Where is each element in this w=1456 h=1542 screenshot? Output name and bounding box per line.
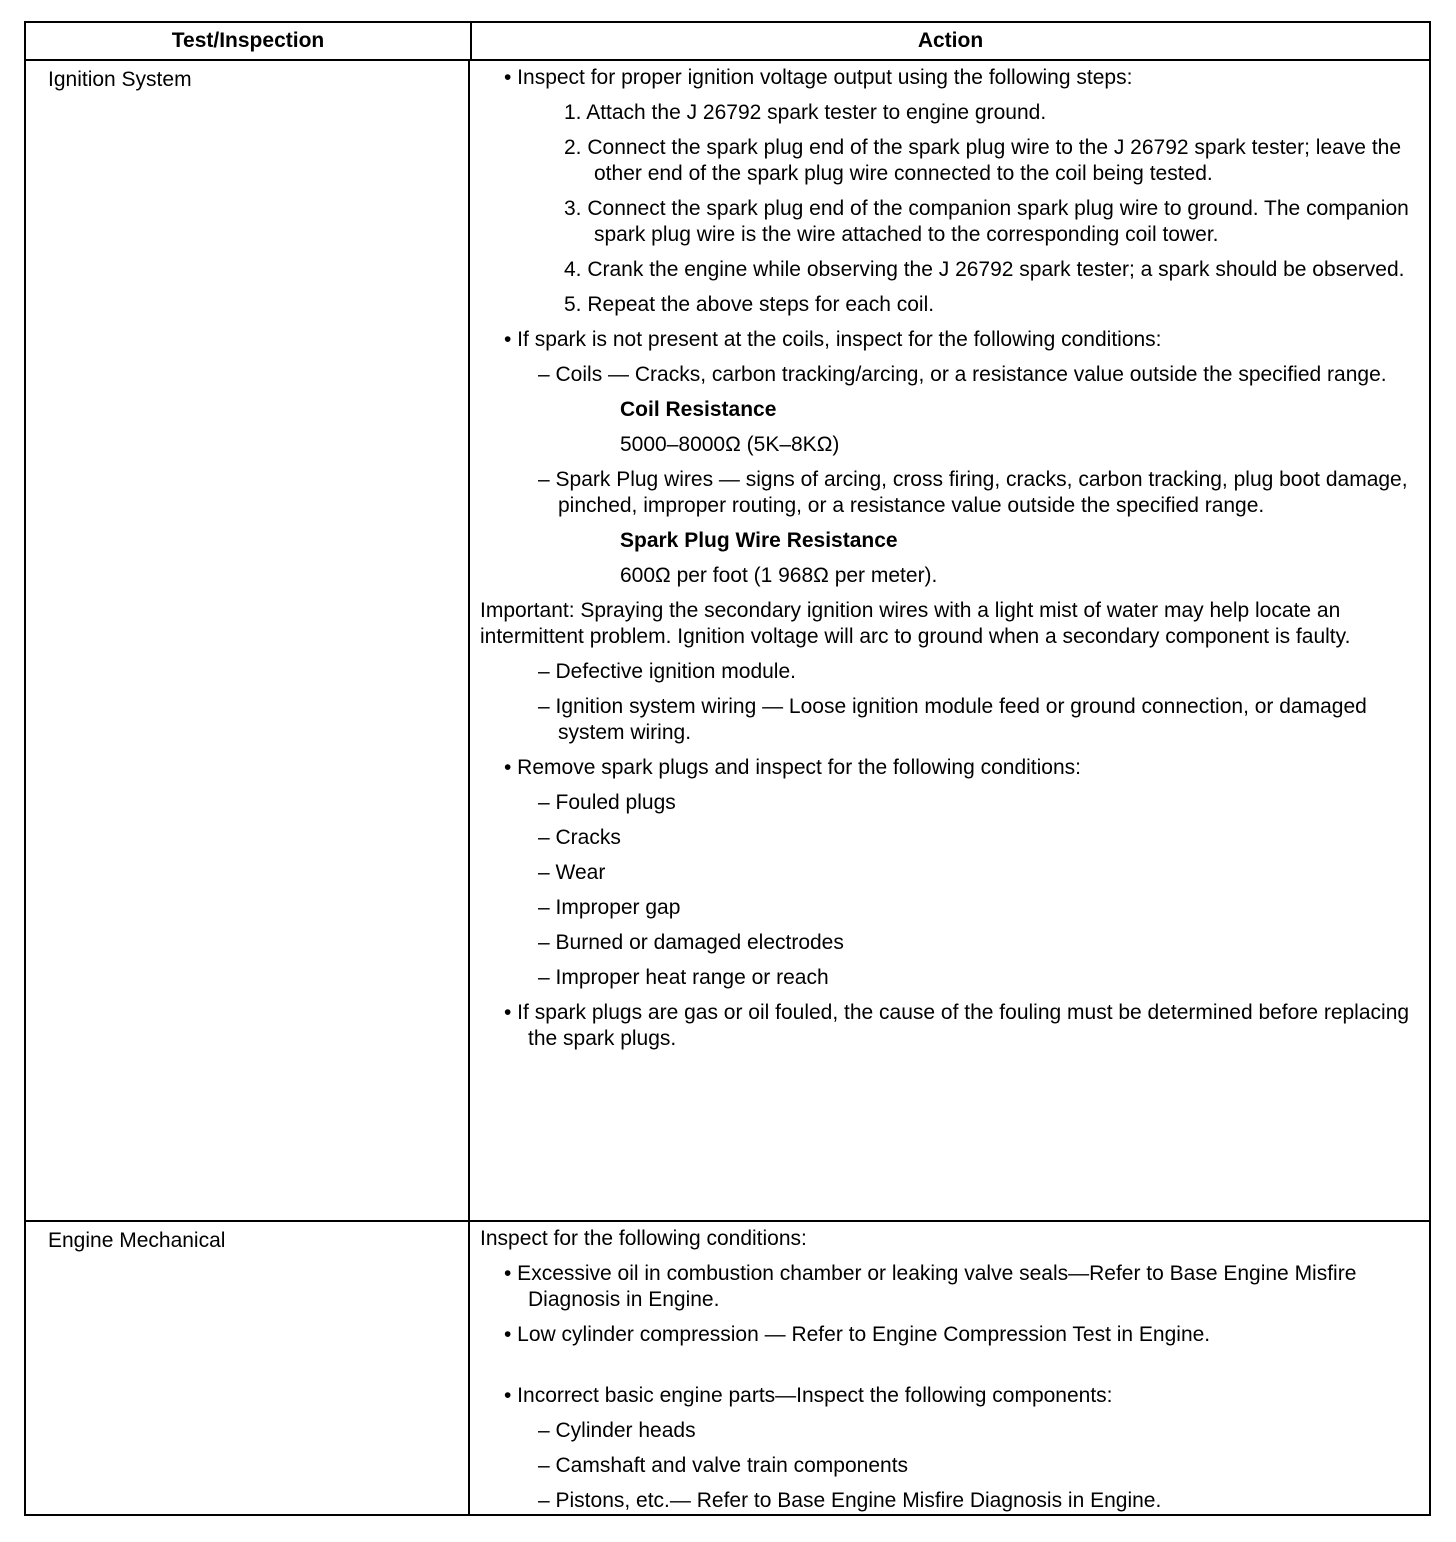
dash-item: – Spark Plug wires — signs of arcing, cross firing, cracks, carbon tracking, plug boot damage, pinched, improper routing, or a resistance value outside the specified range. <box>538 468 1408 517</box>
bullet-item: • Excessive oil in combustion chamber or leaking valve seals—Refer to Base Engine Misfire Diagnosis in Engine. <box>504 1262 1357 1311</box>
action-cell <box>470 1222 1429 1514</box>
table-row-ignition <box>26 61 1429 1220</box>
bullet-item: • Low cylinder compression — Refer to Engine Compression Test in Engine. <box>504 1323 1211 1346</box>
dash-item: – Pistons, etc.— Refer to Base Engine Misfire Diagnosis in Engine. <box>538 1489 1162 1512</box>
intro-line: Inspect for the following conditions: <box>480 1227 807 1250</box>
step-item: 2. Connect the spark plug end of the spark plug wire to the J 26792 spark tester; leave the other end of the spark plug wire connected to the coil being tested. <box>564 136 1402 185</box>
spec-heading: Coil Resistance <box>620 398 777 421</box>
dash-item: – Cylinder heads <box>538 1419 696 1442</box>
spec-heading: Spark Plug Wire Resistance <box>620 529 898 552</box>
step-item: 5. Repeat the above steps for each coil. <box>564 293 935 316</box>
spacer <box>480 1348 1421 1374</box>
spec-value: 5000–8000Ω (5K–8KΩ) <box>620 433 840 456</box>
important-note: Important: Spraying the secondary ignition wires with a light mist of water may help locate an intermittent problem. Ignition voltage will arc to ground when a secondary component is faulty. <box>480 599 1351 648</box>
table-row-engine-mechanical <box>26 1220 1429 1514</box>
test-cell: Ignition System <box>26 61 470 1220</box>
diagnosis-table <box>24 21 1431 1516</box>
dash-item: – Coils — Cracks, carbon tracking/arcing, or a resistance value outside the specified range. <box>538 363 1387 386</box>
bullet-item: • Incorrect basic engine parts—Inspect the following components: <box>504 1384 1113 1407</box>
dash-item: – Improper gap <box>538 896 681 919</box>
dash-item: – Ignition system wiring — Loose ignition module feed or ground connection, or damaged system wiring. <box>538 695 1367 744</box>
bullet-item: • If spark plugs are gas or oil fouled, the cause of the fouling must be determined before replacing the spark plugs. <box>504 1001 1410 1050</box>
action-cell <box>470 61 1429 1220</box>
bullet-item: • Inspect for proper ignition voltage output using the following steps: <box>504 66 1133 89</box>
test-cell: Engine Mechanical <box>26 1222 470 1514</box>
dash-item: – Defective ignition module. <box>538 660 796 683</box>
header-test-inspection: Test/Inspection <box>26 23 472 59</box>
dash-item: – Cracks <box>538 826 621 849</box>
dash-item: – Camshaft and valve train components <box>538 1454 909 1477</box>
spec-value: 600Ω per foot (1 968Ω per meter). <box>620 564 938 587</box>
bullet-item: • Remove spark plugs and inspect for the following conditions: <box>504 756 1081 779</box>
dash-item: – Burned or damaged electrodes <box>538 931 844 954</box>
table-header <box>26 23 1429 61</box>
step-item: 4. Crank the engine while observing the J 26792 spark tester; a spark should be observed. <box>564 258 1405 281</box>
step-item: 1. Attach the J 26792 spark tester to engine ground. <box>564 101 1047 124</box>
dash-item: – Fouled plugs <box>538 791 676 814</box>
step-item: 3. Connect the spark plug end of the companion spark plug wire to ground. The companion spark plug wire is the wire attached to the corresponding coil tower. <box>564 197 1409 246</box>
bullet-item: • If spark is not present at the coils, inspect for the following conditions: <box>504 328 1162 351</box>
dash-item: – Wear <box>538 861 606 884</box>
dash-item: – Improper heat range or reach <box>538 966 829 989</box>
header-action: Action <box>917 29 984 52</box>
